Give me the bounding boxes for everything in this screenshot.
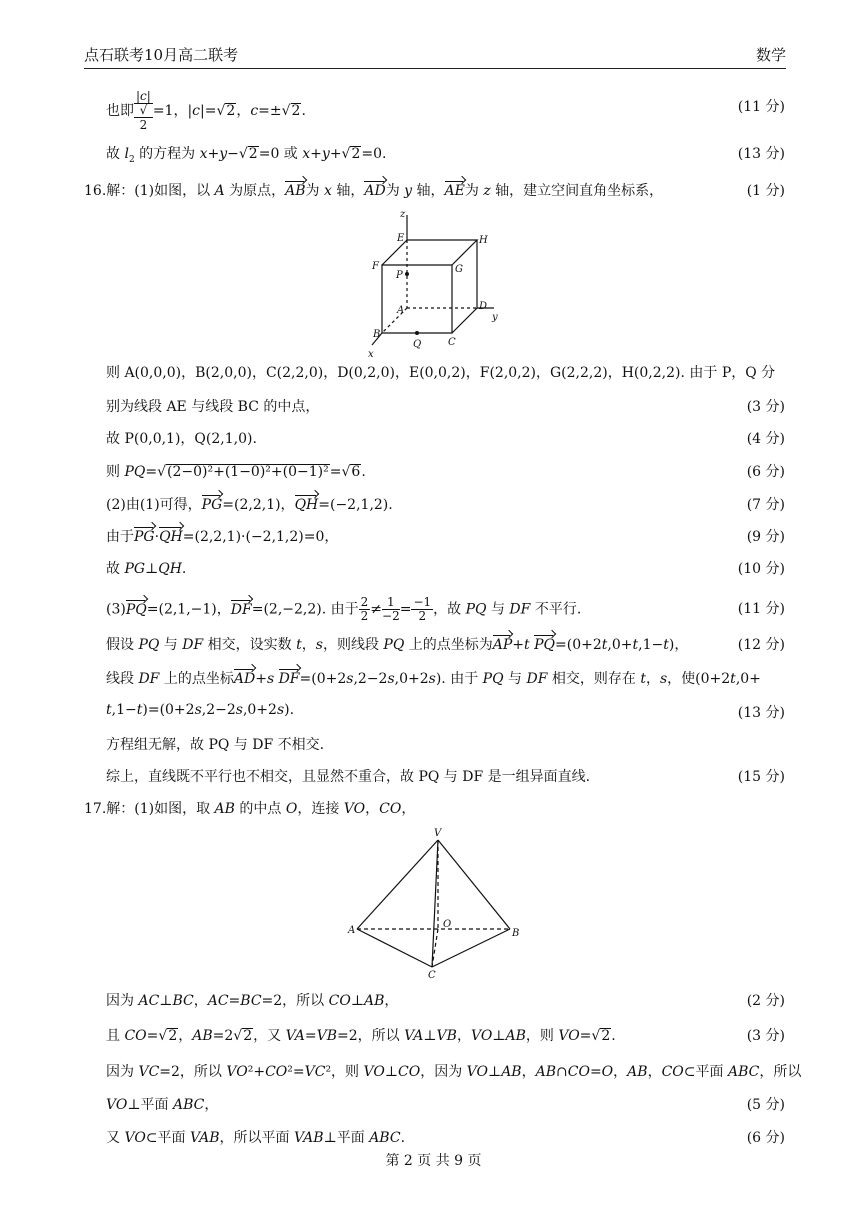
line-17a: 因为 AC⊥BC，AC=BC=2，所以 CO⊥AB， [106, 993, 399, 1009]
line-pq: 故 P(0,0,1)，Q(2,1,0). [106, 431, 257, 447]
page-header [84, 44, 786, 69]
line-conclusion: 综上，直线既不平行也不相交，且显然不重合，故 PQ 与 DF 是一组异面直线. [106, 769, 591, 785]
label-H: H [479, 235, 488, 246]
label-B: B [512, 928, 520, 939]
label-G: G [455, 264, 463, 275]
pyramid-figure [345, 825, 525, 985]
score: (2 分) [746, 993, 785, 1009]
line-part3: (3)PQ=(2,1,−1)，DF=(2,−2,2). 由于 $\frac{2}{2}$ ≠ $\frac{1}{-2}$ = $\frac{-1}{2}$ ，故 PQ 与 DF 不平行. [106, 595, 582, 623]
line-13a: 故 $l_2$ 的方程为 x+y−√2=0 或 x+y+√2=0. [106, 146, 387, 165]
label-x: x [368, 349, 374, 360]
label-O: O [443, 919, 452, 930]
line-assume: 假设 PQ 与 DF 相交，设实数 t，s，则线段 PQ 上的点坐标为AP+t PQ=(0+2t,0+t,1−t)， [106, 637, 689, 653]
line-part2: (2)由(1)可得，PG=(2,2,1)，QH=(−2,1,2). [106, 497, 393, 513]
line-17b: 且 CO=√2，AB=2√2，又 VA=VB=2，所以 VA⊥VB，VO⊥AB，则 VO=√2. [106, 1028, 616, 1044]
score: (6 分) [746, 1130, 785, 1146]
line-11a: 也即 |c| √ 2 =1，|c|=√2，c=±√2. [106, 89, 306, 132]
question-17-intro: 17.解：(1)如图，取 AB 的中点 O，连接 VO，CO， [84, 801, 416, 817]
score: (5 分) [746, 1097, 785, 1113]
score: (3 分) [746, 1028, 785, 1044]
exam-title: 点石联考10月高二联考 [84, 46, 239, 64]
score: (7 分) [746, 497, 785, 513]
page-footer: 第 2 页 共 9 页 [385, 1153, 482, 1169]
score: (4 分) [746, 431, 785, 447]
score: (1 分) [746, 183, 785, 199]
score: (10 分) [737, 561, 785, 577]
question-16-intro: 16.解：(1)如图，以 A 为原点，AB为 x 轴，AD为 y 轴，AE为 z 轴，建立空间直角坐标系， [84, 183, 664, 199]
label-F: F [372, 261, 379, 272]
label-Q: Q [413, 339, 422, 350]
line-coords2: 别为线段 AE 与线段 BC 的中点， [106, 399, 320, 415]
subject-label: 数学 [755, 46, 786, 64]
line-17d: VO⊥平面 ABC， [106, 1097, 219, 1113]
label-A: A [397, 305, 405, 316]
label-V: V [434, 828, 442, 839]
line-perp: 故 PG⊥QH. [106, 561, 187, 577]
line-17e: 又 VO⊂平面 VAB，所以平面 VAB⊥平面 ABC. [106, 1130, 406, 1146]
label-z: z [400, 209, 406, 220]
score: (3 分) [746, 399, 785, 415]
line-df1: 线段 DF 上的点坐标AD+s DF=(0+2s,2−2s,0+2s). 由于 PQ 与 DF 相交，则存在 t，s，使(0+2t,0+ [106, 671, 761, 687]
label-D: D [479, 301, 488, 312]
label-B: B [373, 329, 381, 340]
line-pq-length: 则 PQ=√(2−0)²+(1−0)²+(0−1)²=√6. [106, 464, 366, 480]
line-coords1: 则 A(0,0,0)，B(2,0,0)，C(2,2,0)，D(0,2,0)，E(0,0,2)，F(2,0,2)，G(2,2,2)，H(0,2,2). 由于 P，Q 分 [106, 365, 776, 381]
score: (15 分) [737, 769, 785, 785]
label-P: P [396, 270, 403, 281]
cube-figure [360, 205, 510, 360]
label-A: A [348, 925, 356, 936]
label-C: C [428, 970, 436, 981]
line-17c: 因为 VC=2，所以 VO²+CO²=VC²，则 VO⊥CO，因为 VO⊥AB，AB∩CO=O，AB，CO⊂平面 ABC，所以 [106, 1064, 802, 1080]
label-E: E [397, 233, 405, 244]
line-dot: 由于PG·QH=(2,2,1)·(−2,1,2)=0， [106, 529, 339, 545]
score: (11 分) [737, 99, 785, 115]
score: (12 分) [737, 637, 785, 653]
score: (6 分) [746, 464, 785, 480]
score: (11 分) [737, 601, 785, 617]
line-no-solution: 方程组无解，故 PQ 与 DF 不相交. [106, 737, 325, 753]
label-C: C [448, 337, 456, 348]
score: (9 分) [746, 529, 785, 545]
score: (13 分) [737, 146, 785, 162]
label-y: y [492, 312, 498, 323]
line-df2: t,1−t)=(0+2s,2−2s,0+2s). [106, 702, 295, 718]
score: (13 分) [737, 705, 785, 721]
